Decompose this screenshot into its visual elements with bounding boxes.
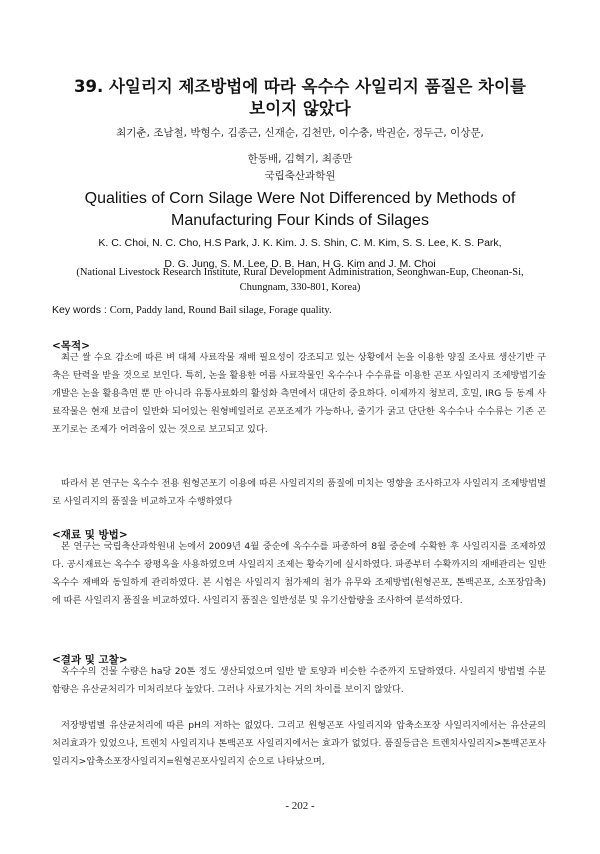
section-heading-purpose: <목적> [52, 340, 90, 352]
keywords [52, 303, 552, 318]
purpose-paragraph-1: 최근 쌀 수요 감소에 따른 벼 대체 사료작물 재배 필요성이 강조되고 있는 상황에서 논을 이용한 양질 조사료 생산기반 구축은 탄력을 받을 것으로 보인다. 특히, 논을 활용한 여름 사료작물인 옥수수나 수수류를 이용한 곤포 사일리지 조제방법기술 개발은 논을 활용측면 뿐 만 아니라 유통사료화의 활성화 측면에서 대단히 중요하다. 이제까지 청보리, 호밀, IRG 등 동계 사료작물은 현재 보급이 일반화 되어있는 원형베일러로 곤포조제가 가능하나, 줄기가 굵고 단단한 옥수수나 수수류는 기존 곤포기로는 조제가 어려움이 있는 것으로 보고되고 있다. [52, 352, 546, 435]
title-english [30, 188, 570, 232]
results-paragraph-1: 옥수수의 건물 수량은 ha당 20톤 정도 생산되었으며 일반 밭 토양과 비슷한 수준까지 도달하였다. 사일리지 방법별 수분함량은 유산균처리가 미처리보다 높았다. 그러나 사료가치는 거의 차이를 보이지 않았다. [52, 666, 547, 695]
title-korean-line2: 보이지 않았다 [249, 99, 351, 118]
title-korean-line1: 39. 사일리지 제조방법에 따라 옥수수 사일리지 품질은 차이를 [74, 77, 526, 96]
page-number: - 202 - [285, 800, 315, 812]
keywords-text: Corn, Paddy land, Round Bail silage, Forage quality. [109, 305, 332, 316]
title-korean [40, 76, 560, 120]
purpose-paragraph-2: 따라서 본 연구는 옥수수 전용 원형곤포기 이용에 따른 사일리지의 품질에 미치는 영향을 조사하고자 사일리지 조제방법별로 사일리지의 품질을 비교하고자 수행하였다 [52, 478, 546, 507]
authors-korean-line2: 한동배, 김혁기, 최종만 [247, 153, 353, 165]
authors-english-line1: K. C. Choi, N. C. Cho, H.S Park, J. K. Kim. J. S. Shin, C. M. Kim, S. S. Lee, K. S. Park, [98, 237, 502, 249]
authors-korean-line1: 최기춘, 조남철, 박형수, 김종근, 신재순, 김천만, 이수충, 박권순, 정두근, 이상문, [116, 127, 484, 139]
title-english-line1: Qualities of Corn Silage Were Not Differenced by Methods of [84, 190, 516, 207]
affiliation-english-line1: (National Livestock Research Institute, Rural Development Administration, Seonghwan-Eup, Cheonan-Si, [76, 267, 524, 278]
keywords-label: Key words : [52, 304, 110, 316]
section-heading-methods: <재료 및 방법> [52, 529, 128, 541]
authors-english-line2: D. G. Jung, S. M. Lee, D. B. Han, H G. Kim and J. M. Choi [164, 258, 436, 270]
methods-paragraph-1: 본 연구는 국립축산과학원내 논에서 2009년 4월 중순에 옥수수를 파종하여 8월 중순에 수확한 후 사일리지를 조제하였다. 공시재료는 옥수수 광평옥을 사용하였으며 사일리지 조제는 황숙기에 실시하였다. 파종부터 수확까지의 재배관리는 일반 옥수수 재배와 동일하게 관리하였다. 본 시험은 사일리지 첨가제의 첨가 유무와 조제방법(원형곤포, 톤백곤포, 소포장압축)에 따른 사일리지 품질을 비교하였다. 사일리지 품질은 일반성분 및 유기산함량을 조사하여 분석하였다. [52, 541, 546, 606]
affiliation-korean-block [60, 151, 540, 185]
affiliation-english [50, 265, 550, 295]
title-english-line2: Manufacturing Four Kinds of Silages [171, 212, 429, 229]
results-paragraph-2: 저장방법별 유산균처리에 따른 pH의 저하는 없었다. 그리고 원형곤포 사일리지와 압축소포장 사일리지에서는 유산균의 처리효과가 있었으나, 트렌치 사일리지나 톤백곤포 사일리지에서는 효과가 없었다. 품질등급은 트렌치사일리지>톤백곤포사일리지>압축소포장사일리지=원형곤포사일리지 순으로 나타났으며, [52, 720, 546, 767]
affiliation-korean: 국립축산과학원 [264, 170, 336, 182]
affiliation-english-line2: Chungnam, 330-801, Korea) [239, 282, 361, 293]
authors-korean [60, 125, 540, 142]
section-heading-results: <결과 및 고찰> [52, 654, 128, 666]
